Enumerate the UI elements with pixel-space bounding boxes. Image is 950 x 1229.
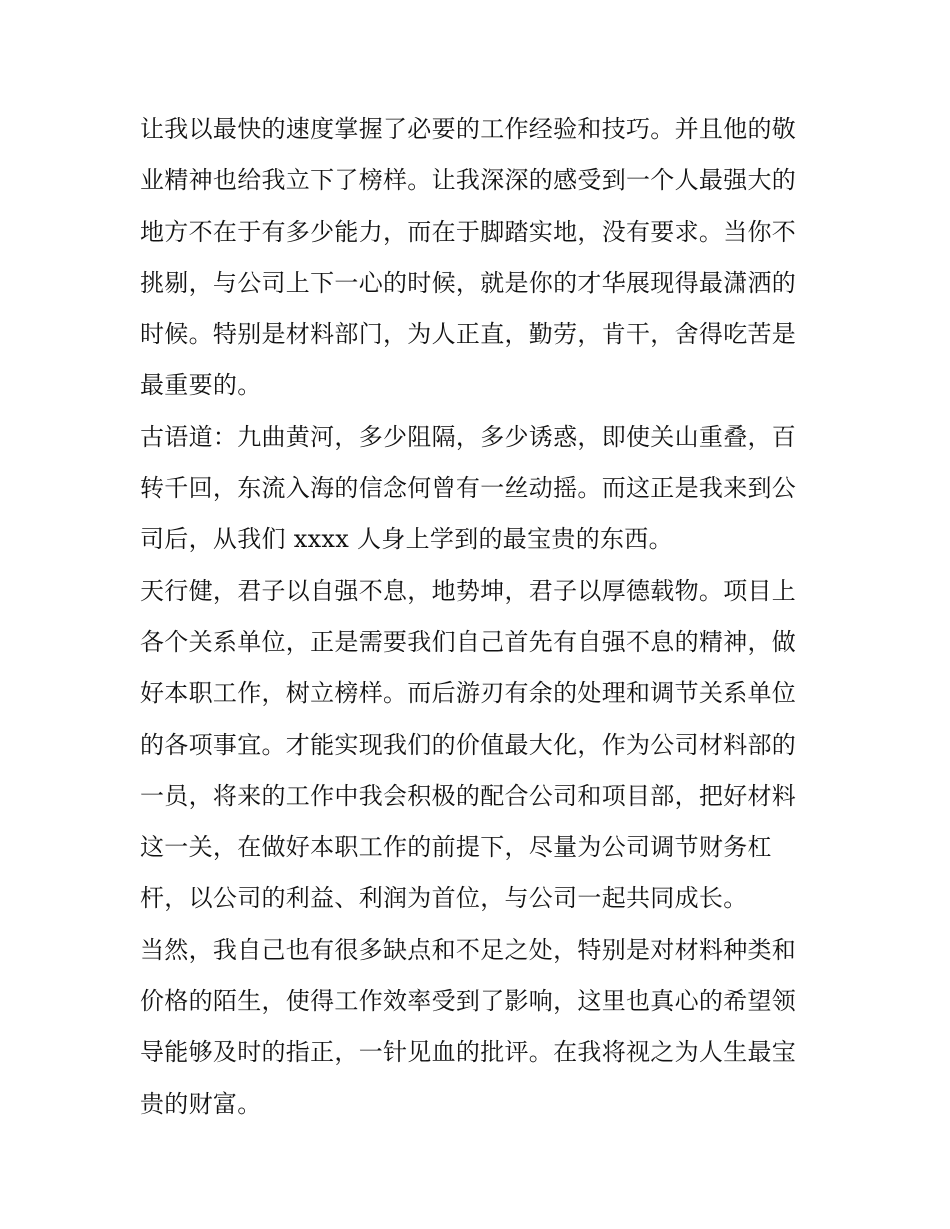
text-line: 贵的财富。 (140, 1089, 262, 1118)
text-line: 当然，我自己也有很多缺点和不足之处，特别是对材料种类和 (140, 935, 797, 964)
text-line: 杆，以公司的利益、利润为首位，与公司一起共同成长。 (140, 884, 748, 913)
text-line: 司后，从我们 xxxx 人身上学到的最宝贵的东西。 (140, 525, 673, 554)
text-line: 时候。特别是材料部门，为人正直，勤劳，肯干，舍得吃苦是 (140, 320, 797, 349)
text-line: 导能够及时的指正，一针见血的批评。在我将视之为人生最宝 (140, 1038, 797, 1067)
text-line: 天行健，君子以自强不息，地势坤，君子以厚德载物。项目上 (140, 576, 797, 605)
text-line: 价格的陌生，使得工作效率受到了影响，这里也真心的希望领 (140, 987, 797, 1016)
text-line: 各个关系单位，正是需要我们自己首先有自强不息的精神，做 (140, 627, 797, 656)
text-line: 一员，将来的工作中我会积极的配合公司和项目部，把好材料 (140, 781, 797, 810)
text-line: 古语道：九曲黄河，多少阻隔，多少诱惑，即使关山重叠，百 (140, 422, 797, 451)
document-body (140, 104, 820, 1130)
text-line: 好本职工作，树立榜样。而后游刃有余的处理和调节关系单位 (140, 679, 797, 708)
text-line: 业精神也给我立下了榜样。让我深深的感受到一个人最强大的 (140, 166, 797, 195)
text-line: 最重要的。 (140, 371, 262, 400)
text-line: 地方不在于有多少能力，而在于脚踏实地，没有要求。当你不 (140, 217, 797, 246)
text-line: 挑剔，与公司上下一心的时候，就是你的才华展现得最潇洒的 (140, 268, 797, 297)
text-line: 让我以最快的速度掌握了必要的工作经验和技巧。并且他的敬 (140, 115, 797, 143)
text-line: 的各项事宜。才能实现我们的价值最大化，作为公司材料部的 (140, 730, 797, 759)
text-line: 转千回，东流入海的信念何曾有一丝动摇。而这正是我来到公 (140, 474, 797, 503)
text-line: 这一关，在做好本职工作的前提下，尽量为公司调节财务杠 (140, 833, 772, 862)
